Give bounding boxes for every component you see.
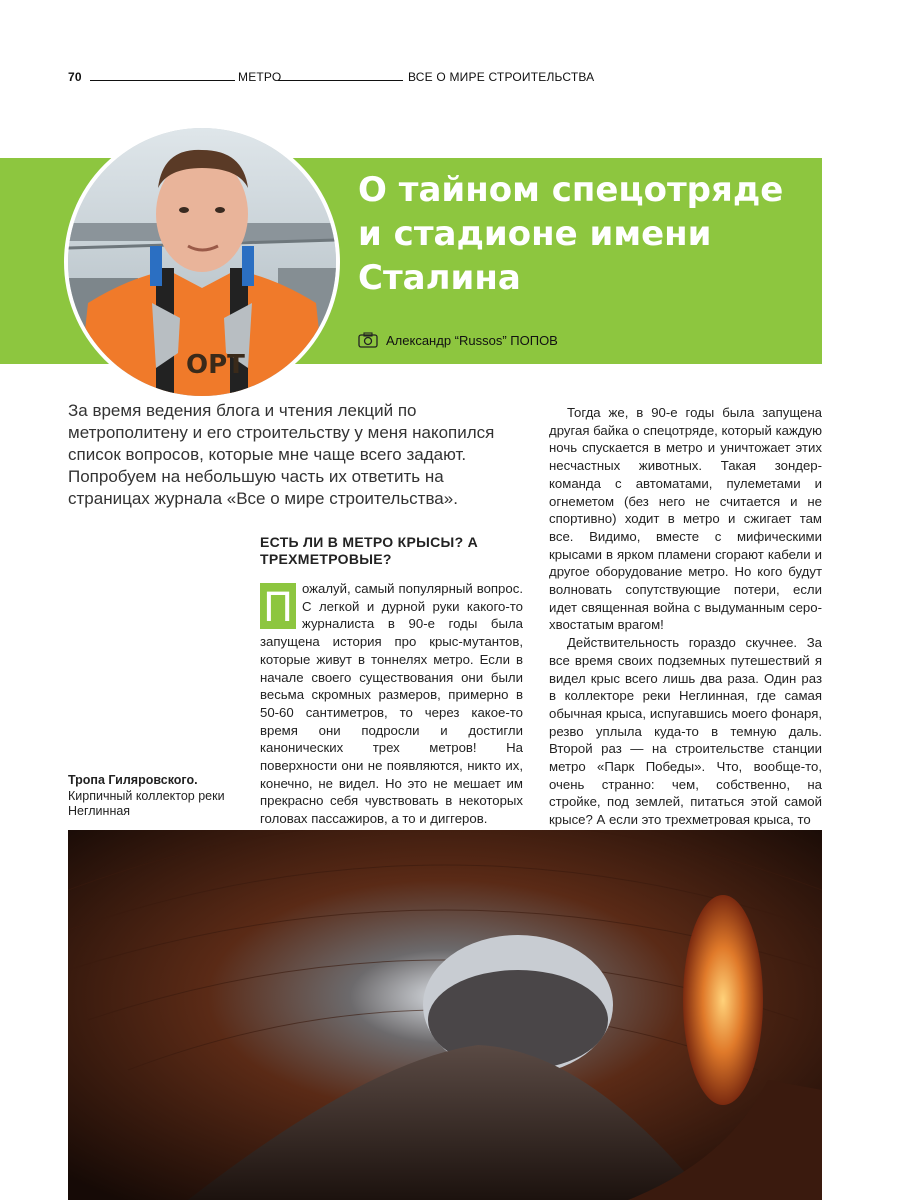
magazine-name: ВСЕ О МИРЕ СТРОИТЕЛЬСТВА [408,70,595,84]
caption-text: Кирпичный коллектор реки Неглинная [68,788,225,818]
author-photo-illustration [68,128,336,396]
tunnel-photo-illustration [68,830,822,1200]
lead-paragraph: За время ведения блога и чтения лекций по метрополитену и его строительству у меня накопился список вопросов, которые мне чаще всего задают. Попробуем на небольшую часть их ответить на страницах журнала «Все о мире строительства». [68,401,495,508]
header-rule [278,80,403,81]
paragraph [260,580,523,828]
tunnel-photo [68,830,822,1200]
paragraph: Действительность гораздо скучнее. За все время своих подземных путешествий я видел крыс всего лишь два раза. Один раз в коллекторе реки Неглинная, где самая обычная крыса, испугавшись моего фонаря, резво уплыла куда-то в темную даль. Второй раз — на строительстве станции метро «Парк Победы». Что, вообще-то, очень странно: чем, собственно, на стройке, под землей, питаться этой самой крысе? А если это трехметровая крыса, то [549,635,822,828]
camera-icon [358,332,378,348]
text-column-2 [549,404,822,829]
section-subheading: ЕСТЬ ЛИ В МЕТРО КРЫСЫ? А ТРЕХМЕТРОВЫЕ? [260,534,479,567]
author-portrait [64,124,340,400]
text-column-1 [260,580,523,828]
paragraph: Тогда же, в 90-е годы была запущена другая байка о спецотряде, который каждую ночь спускается в метро и уничтожает этих несчастных животных. Такая зондер-команда с автоматами, пулеметами и огнеметом (без него не считается и не спортивно) ходит в метро и сжигает там все. Видимо, вместе с мифическими крысами в ярком пламени сгорают кабели и другое оборудование метро. Но кого будут волновать сопутствующие потери, если идет священная война с выдуманным серо-хвостатым врагом! [549,405,822,633]
drop-cap-letter: П [262,585,294,629]
page-number: 70 [68,70,82,84]
svg-text:OPT: OPT [186,350,245,380]
byline [358,332,558,348]
drop-cap [260,583,296,629]
caption-title: Тропа Гиляровского. [68,773,198,787]
paragraph-text: ожалуй, самый популярный вопрос. С легкой и дурной руки какого-то журналиста в 90-е годы была запущена история про крыс-мутантов, которые живут в тоннелях метро. Если в начале своего существования они были весьма скромных размеров, примерно в 50-60 сантиметров, то через какое-то время они подросли и достигли канонических трех метров! На поверхности они не появляются, никто их, конечно, не видел. Но это не мешает им прекрасно себя чувствовать в некоторых головах пассажиров, а то и диггеров. [260,581,523,827]
section-name: МЕТРО [238,70,282,84]
article-title: О тайном спецотряде и стадионе имени Сталина [358,170,784,298]
running-header [68,70,823,84]
photo-caption [68,773,228,820]
author-name: Александр “Russos” ПОПОВ [386,332,558,348]
header-rule [90,80,235,81]
